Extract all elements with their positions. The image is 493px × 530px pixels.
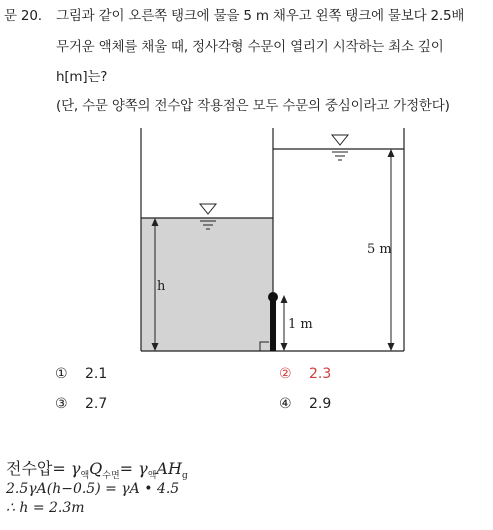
solution-line-1 [6,456,188,481]
solution-q: Q [89,459,103,478]
choice-2-number: ② [279,366,292,382]
gate [270,297,276,351]
choice-4[interactable] [279,396,331,412]
question-note: (단, 수문 양쪽의 전수압 작용점은 모두 수문의 중심이라고 가정한다) [56,98,450,114]
solution-sub-4: g [181,471,188,482]
5m-label: 5 m [367,242,392,257]
question-number: 문 20. [4,8,42,24]
solution-eq-1: = γ [52,459,81,478]
choice-3-number: ③ [55,396,68,412]
choice-1-number: ① [55,366,68,382]
solution-sub-3: 액 [147,471,157,482]
choice-2[interactable] [279,366,331,382]
solution-eq-2: = γ [119,459,148,478]
choice-3-value: 2.7 [85,396,108,412]
choice-1-value: 2.1 [85,366,108,382]
choice-2-value: 2.3 [309,366,332,382]
choice-3[interactable] [55,396,107,412]
choice-1[interactable] [55,366,107,382]
question-line-2: 무거운 액체를 채울 때, 정사각형 수문이 열리기 시작하는 최소 깊이 [56,39,444,55]
solution-line-2: 2.5γA(h−0.5) = γA • 4.5 [6,481,180,497]
solution-ah: AH [156,459,182,478]
1m-label: 1 m [288,317,313,332]
choice-4-number: ④ [279,396,292,412]
1m-dimension [281,295,288,351]
h-label: h [157,279,166,294]
gate-hinge [268,292,278,302]
question-line-1: 그림과 같이 오른쪽 탱크에 물을 5 m 채우고 왼쪽 탱크에 물보다 2.5배 [56,8,465,24]
question-line-3: h[m]는? [56,69,108,85]
solution-sub-2: 수면 [102,471,120,482]
choice-4-value: 2.9 [309,396,332,412]
solution-line-3: ∴ h = 2.3m [6,500,85,516]
solution-sub-1: 액 [80,471,90,482]
solution-term-total-pressure: 전수압 [6,459,53,478]
right-surface-symbol [332,135,348,160]
